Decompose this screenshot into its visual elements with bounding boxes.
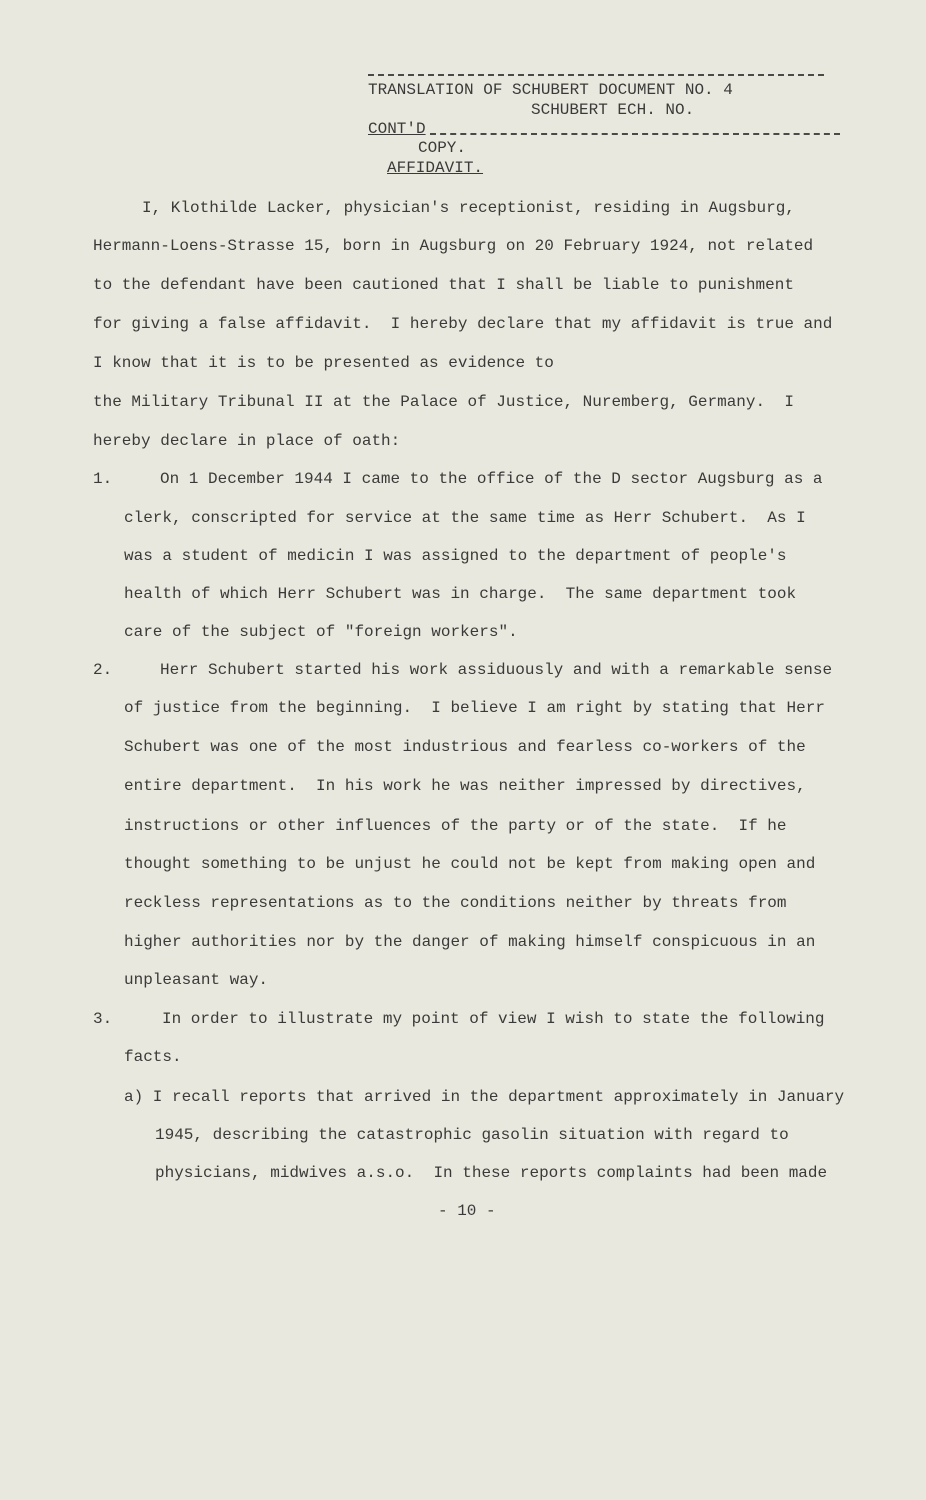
text-line: facts. bbox=[124, 1048, 182, 1066]
header-bottom-dashes bbox=[430, 133, 840, 135]
text-line: reckless representations as to the conditions neither by threats from bbox=[124, 894, 787, 912]
text-line: of justice from the beginning. I believe I am right by stating that Herr bbox=[124, 699, 825, 717]
affidavit-heading: AFFIDAVIT. bbox=[387, 159, 484, 177]
text-line: the Military Tribunal II at the Palace of Justice, Nuremberg, Germany. I bbox=[93, 393, 794, 411]
page-number: - 10 - bbox=[438, 1202, 496, 1220]
item-number: 2. bbox=[93, 661, 113, 679]
text-line: On 1 December 1944 I came to the office of the D sector Augsburg as a bbox=[160, 470, 823, 488]
text-line: physicians, midwives a.s.o. In these reports complaints had been made bbox=[155, 1164, 828, 1182]
text-line: hereby declare in place of oath: bbox=[93, 432, 401, 450]
header-top-dashes bbox=[368, 74, 824, 76]
text-line: Hermann-Loens-Strasse 15, born in Augsburg on 20 February 1924, not related bbox=[93, 237, 814, 255]
text-line: 1945, describing the catastrophic gasolin situation with regard to bbox=[155, 1126, 789, 1144]
text-line: instructions or other influences of the party or of the state. If he bbox=[124, 817, 787, 835]
text-line: health of which Herr Schubert was in charge. The same department took bbox=[124, 585, 797, 603]
text-line: for giving a false affidavit. I hereby declare that my affidavit is true and bbox=[93, 315, 833, 333]
text-line: higher authorities nor by the danger of making himself conspicuous in an bbox=[124, 933, 816, 951]
exhibit-number: SCHUBERT ECH. NO. bbox=[531, 101, 695, 119]
text-line: Herr Schubert started his work assiduously and with a remarkable sense bbox=[160, 661, 833, 679]
text-line: thought something to be unjust he could not be kept from making open and bbox=[124, 855, 816, 873]
text-line: was a student of medicin I was assigned to the department of people's bbox=[124, 547, 787, 565]
contd-label: CONT'D bbox=[368, 120, 426, 138]
text-line: In order to illustrate my point of view I wish to state the following bbox=[162, 1010, 825, 1028]
document-title: TRANSLATION OF SCHUBERT DOCUMENT NO. 4 bbox=[368, 81, 733, 99]
text-line: I, Klothilde Lacker, physician's receptionist, residing in Augsburg, bbox=[142, 199, 795, 217]
text-line: clerk, conscripted for service at the same time as Herr Schubert. As I bbox=[124, 509, 806, 527]
item-number: 1. bbox=[93, 470, 113, 488]
text-line: Schubert was one of the most industrious and fearless co-workers of the bbox=[124, 738, 806, 756]
text-line: entire department. In his work he was neither impressed by directives, bbox=[124, 777, 806, 795]
text-line: I know that it is to be presented as evidence to bbox=[93, 354, 554, 372]
text-line: care of the subject of "foreign workers". bbox=[124, 623, 518, 641]
text-line: unpleasant way. bbox=[124, 971, 269, 989]
text-line: a) I recall reports that arrived in the department approximately in January bbox=[124, 1088, 845, 1106]
item-number: 3. bbox=[93, 1010, 113, 1028]
text-line: to the defendant have been cautioned that I shall be liable to punishment bbox=[93, 276, 794, 294]
copy-label: COPY. bbox=[418, 139, 467, 157]
